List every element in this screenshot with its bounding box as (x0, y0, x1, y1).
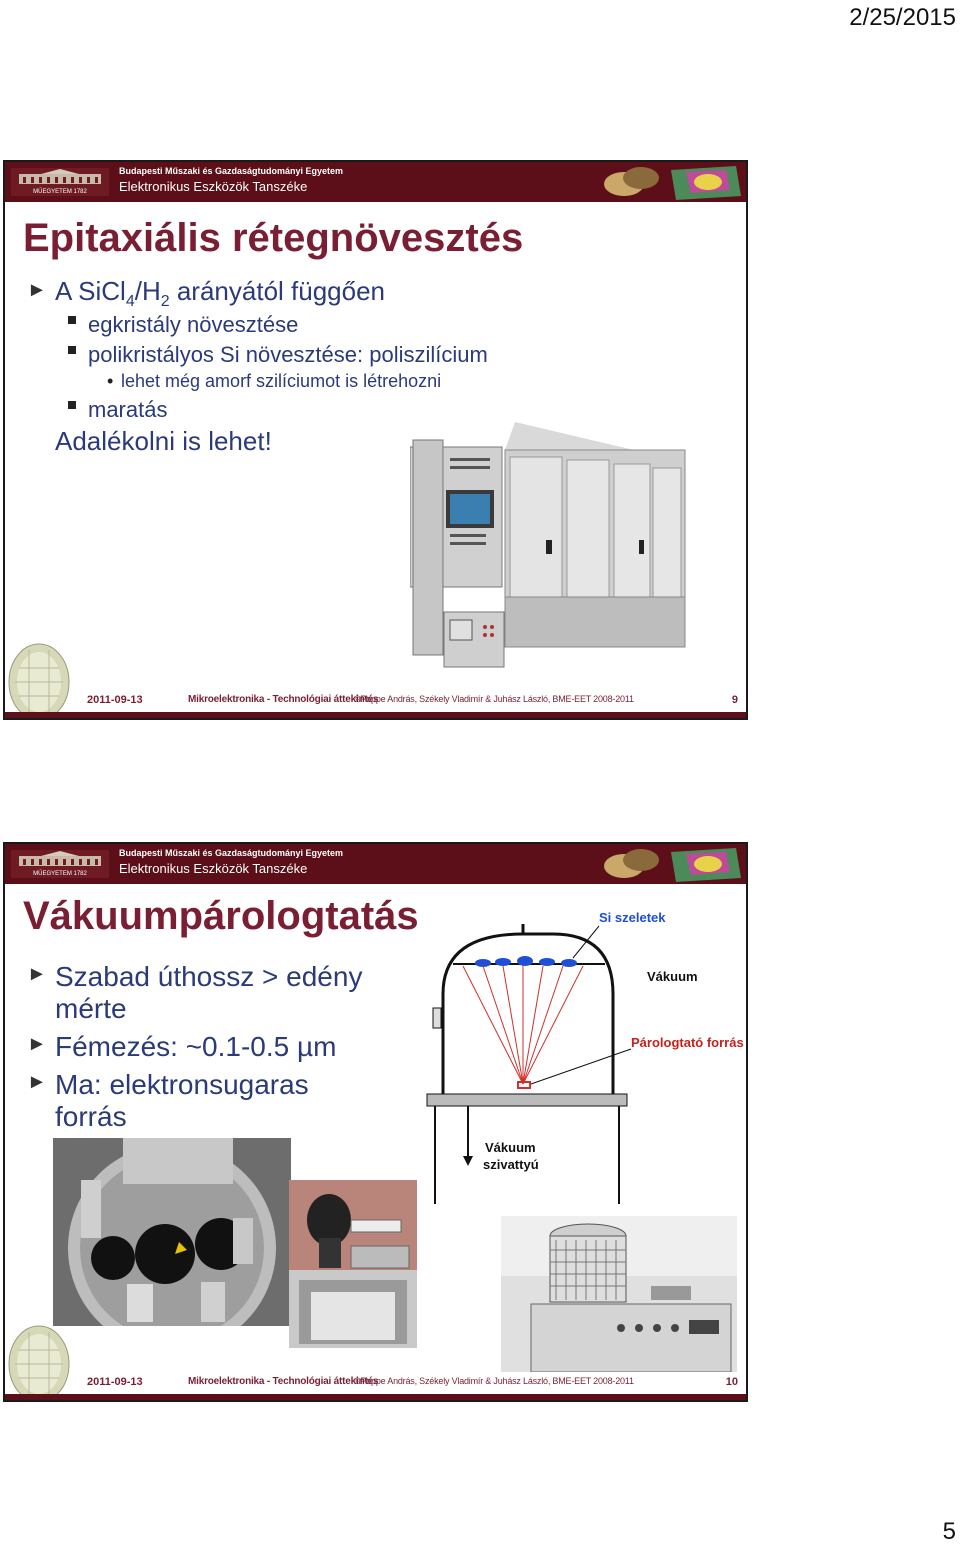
sub-sub-item: • lehet még amorf szilíciumot is létrehozni (107, 371, 442, 391)
footer-date: 2011-09-13 (87, 694, 143, 706)
footer-course: Mikroelektronika - Technológiai áttekintés (188, 694, 379, 705)
svg-text:MŰEGYETEM 1782: MŰEGYETEM 1782 (33, 189, 87, 195)
footer-course: Mikroelektronika - Technológiai áttekintés (188, 1376, 379, 1387)
evaporation-diagram (423, 904, 748, 1204)
page-number: 5 (942, 1518, 956, 1545)
square-bullet-icon (68, 346, 76, 354)
bullet-continuation: mérte (55, 993, 127, 1024)
slide-header (5, 844, 746, 884)
sub-item: polikristályos Si növesztése: poliszilícium (88, 342, 488, 368)
university-name: Budapesti Műszaki és Gazdaságtudományi Egyetem (119, 166, 344, 176)
university-logo (11, 850, 109, 878)
triangle-bullet-icon: ► (27, 963, 47, 985)
epitaxy-reactor-photo (410, 422, 690, 672)
bullet-free-path: ► Szabad úthossz > edény (27, 961, 363, 992)
plain-line: Adalékolni is lehet! (55, 426, 272, 456)
svg-text:Vákuum: Vákuum (485, 1140, 536, 1155)
sub-item: maratás (88, 397, 167, 423)
footer-copyright: ©Poppe András, Székely Vladimír & Juhász László, BME-EET 2008-2011 (354, 694, 634, 704)
slide-number: 10 (725, 1376, 738, 1388)
evaporator-machine-photo (289, 1180, 417, 1348)
slide-number: 9 (731, 694, 738, 706)
triangle-bullet-icon: ► (27, 279, 47, 301)
bullet-ebeam: ► Ma: elektronsugaras (27, 1069, 309, 1100)
slide-header (5, 162, 746, 202)
university-logo (11, 168, 109, 196)
bell-jar-evaporator-photo (501, 1216, 737, 1372)
slide-footer (5, 682, 746, 718)
sub-item: egkristály növesztése (88, 312, 298, 338)
footer-bar (5, 1394, 746, 1400)
square-bullet-icon (68, 316, 76, 324)
bullet-metallization: ► Fémezés: ~0.1-0.5 µm (27, 1031, 337, 1062)
triangle-bullet-icon: ► (27, 1071, 47, 1093)
svg-text:MŰEGYETEM 1782: MŰEGYETEM 1782 (33, 871, 87, 877)
bullet-ratio: ► A $SiCl_4/H_2$ arányától függően (27, 276, 386, 311)
footer-copyright: ©Poppe András, Székely Vladimír & Juhász László, BME-EET 2008-2011 (354, 1376, 634, 1386)
header-wafer-image (596, 844, 746, 884)
slide-footer (5, 1364, 746, 1400)
triangle-bullet-icon: ► (27, 1033, 47, 1055)
page-date: 2/25/2015 (849, 4, 956, 31)
square-bullet-icon (68, 401, 76, 409)
bullet-continuation: forrás (55, 1101, 127, 1132)
university-name: Budapesti Műszaki és Gazdaságtudományi Egyetem (119, 848, 344, 858)
svg-text:Vákuum: Vákuum (647, 969, 698, 984)
footer-date: 2011-09-13 (87, 1376, 143, 1388)
dot-bullet-icon: • (107, 371, 114, 391)
header-wafer-image (596, 162, 746, 202)
slide-9 (3, 160, 748, 720)
slide-10 (3, 842, 748, 1402)
svg-text:Párologtató forrás: Párologtató forrás (631, 1035, 744, 1050)
slide-title: Epitaxiális rétegnövesztés (23, 216, 524, 260)
department-name: Elektronikus Eszközök Tanszéke (119, 861, 308, 876)
department-name: Elektronikus Eszközök Tanszéke (119, 179, 308, 194)
footer-bar (5, 712, 746, 718)
svg-text:Si szeletek: Si szeletek (599, 910, 666, 925)
slide-title: Vákuumpárologtatás (23, 894, 419, 938)
svg-text:szivattyú: szivattyú (483, 1157, 539, 1172)
evaporator-interior-photo (53, 1138, 291, 1326)
